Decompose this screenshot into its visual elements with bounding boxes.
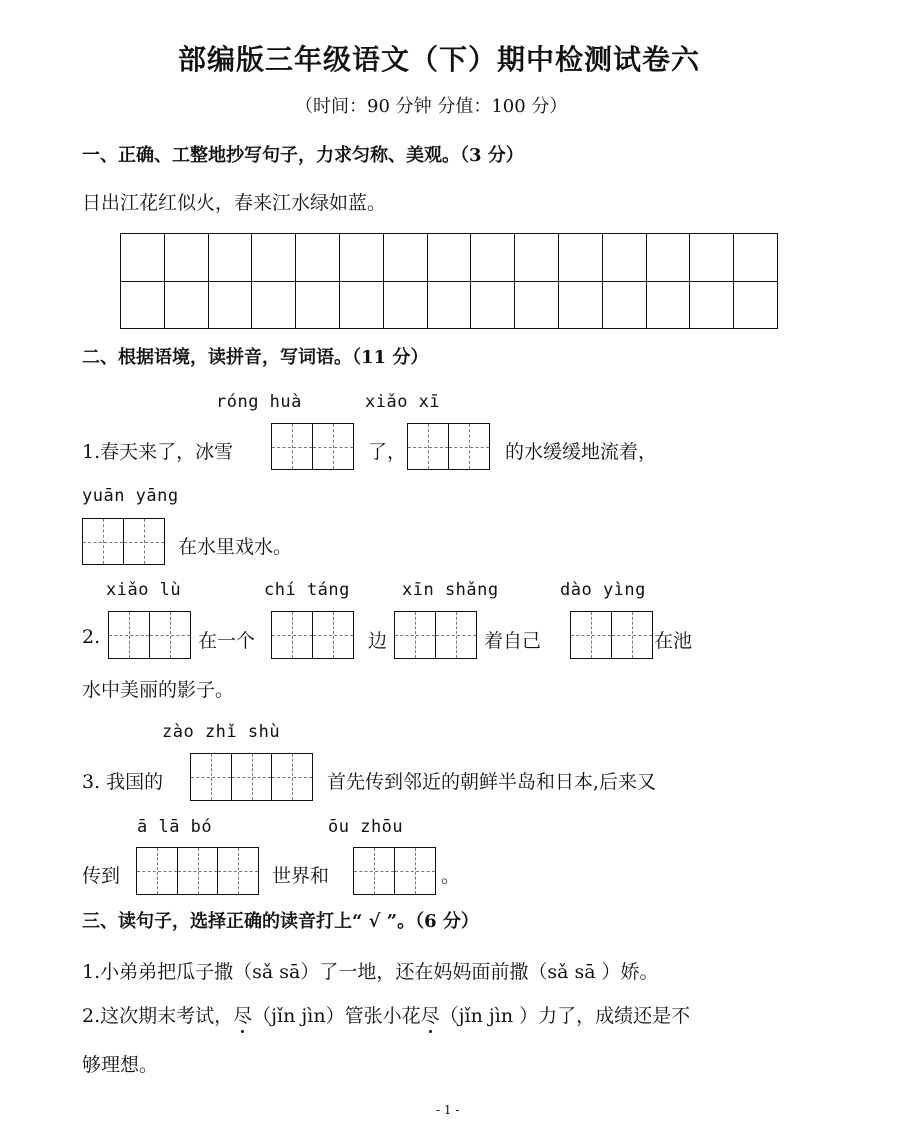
q2-text-e: 水中美丽的影子。	[82, 679, 235, 701]
emphasis-char: 尽	[421, 1001, 440, 1028]
q3-text-d: 世界和	[272, 865, 330, 887]
q3-text-c: 传到	[82, 865, 121, 887]
q3-text-b: 首先传到邻近的朝鲜半岛和日本,后来又	[327, 771, 657, 793]
page-title: 部编版三年级语文（下）期中检测试卷六	[178, 43, 701, 76]
tianzige-box[interactable]	[190, 753, 313, 801]
tianzige-box[interactable]	[353, 847, 436, 895]
q1-text-a: 1.春天来了，冰雪	[82, 441, 234, 463]
q2-text-a: 在一个	[198, 630, 256, 652]
tianzige-box[interactable]	[407, 423, 490, 470]
q3-text-a: 3. 我国的	[82, 771, 164, 793]
s3-line-1: 1.小弟弟把瓜子撒（sǎ sā）了一地，还在妈妈面前撒（sǎ sā ）娇。	[82, 961, 659, 983]
s3-line-2-a: 2.这次期末考试，	[82, 1005, 234, 1027]
tianzige-box[interactable]	[271, 611, 354, 659]
page-number: - 1 -	[436, 1103, 460, 1117]
writing-grid[interactable]	[120, 233, 778, 329]
tianzige-box[interactable]	[570, 611, 653, 659]
pinyin-daoying: dào yìng	[560, 580, 646, 600]
q1-text-c: 的水缓缓地流着，	[505, 441, 658, 463]
pinyin-yuanyang: yuān yāng	[82, 486, 179, 506]
pinyin-xiaoxi: xiǎo xī	[365, 392, 441, 412]
q2-text-d: 在池	[654, 630, 693, 652]
tianzige-box[interactable]	[271, 423, 354, 470]
pinyin-xinshang: xīn shǎng	[402, 580, 499, 600]
pinyin-chitang: chí táng	[264, 580, 350, 600]
q2-text-c: 着自己	[484, 630, 542, 652]
pinyin-alabo: ā lā bó	[137, 817, 213, 837]
pinyin-ronghua: róng huà	[216, 392, 302, 412]
tianzige-box[interactable]	[394, 611, 477, 659]
q2-text-b: 边	[368, 630, 388, 652]
pinyin-ouzhou: ōu zhōu	[328, 817, 404, 837]
s3-line-2-c: （jǐn jìn ）力了，成绩还是不	[439, 1005, 691, 1027]
pinyin-zaozhishu: zào zhǐ shù	[162, 722, 281, 742]
copy-sentence: 日出江花红似火，春来江水绿如蓝。	[82, 192, 387, 214]
tianzige-box[interactable]	[136, 847, 259, 895]
q3-text-e: 。	[441, 865, 461, 887]
emphasis-char: 尽	[233, 1001, 252, 1028]
tianzige-box[interactable]	[108, 611, 191, 659]
tianzige-box[interactable]	[82, 518, 165, 565]
s3-line-2-b: （jǐn jìn）管张小花	[252, 1005, 421, 1027]
section-3-heading: 三、读句子，选择正确的读音打上“ √ ”。（6 分）	[82, 911, 479, 932]
exam-info: （时间：90 分钟 分值：100 分）	[295, 96, 568, 117]
q1-text-d: 在水里戏水。	[178, 536, 293, 558]
pinyin-xiaolu: xiǎo lù	[106, 580, 182, 600]
q1-text-b: 了，	[368, 441, 407, 463]
section-1-heading: 一、正确、工整地抄写句子，力求匀称、美观。（3 分）	[82, 145, 524, 166]
section-2-heading: 二、根据语境，读拼音，写词语。（11 分）	[82, 347, 429, 368]
q2-num: 2.	[82, 626, 101, 648]
s3-line-2	[82, 1001, 690, 1028]
s3-line-3: 够理想。	[82, 1054, 159, 1076]
